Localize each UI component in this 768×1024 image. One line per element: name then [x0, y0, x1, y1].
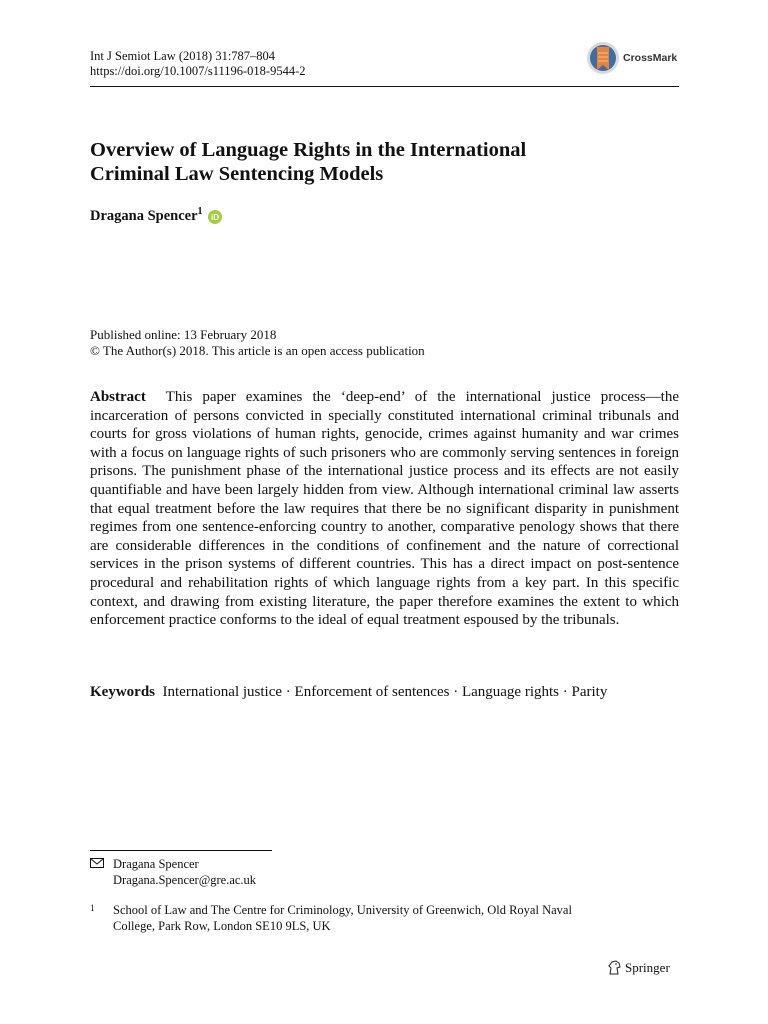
crossmark-badge[interactable]	[586, 41, 686, 77]
crossmark-label: CrossMark	[623, 52, 678, 64]
orcid-icon[interactable]	[208, 210, 222, 224]
doi-link[interactable]: https://doi.org/10.1007/s11196-018-9544-2	[90, 64, 306, 78]
copyright-notice: © The Author(s) 2018. This article is an open access publication	[90, 343, 425, 358]
abstract-label: Abstract	[90, 389, 146, 405]
author-affiliation-mark: 1	[197, 206, 203, 218]
abstract	[90, 388, 679, 630]
header-rule	[90, 86, 679, 87]
keywords	[90, 683, 679, 702]
springer-horse-icon	[607, 960, 622, 975]
publisher-logo	[607, 960, 670, 976]
journal-citation: Int J Semiot Law (2018) 31:787–804	[90, 49, 276, 63]
affiliation-line-2: College, Park Row, London SE10 9LS, UK	[113, 919, 331, 933]
publisher-name: Springer	[625, 960, 670, 975]
contact-name: Dragana Spencer	[113, 857, 199, 871]
title-line-1: Overview of Language Rights in the International	[90, 139, 527, 161]
contact-email[interactable]: Dragana.Spencer@gre.ac.uk	[113, 873, 257, 887]
affiliation-line-1: School of Law and The Centre for Criminology, University of Greenwich, Old Royal Naval	[113, 903, 572, 917]
svg-text:iD: iD	[211, 212, 220, 222]
title-line-2: Criminal Law Sentencing Models	[90, 163, 384, 185]
crossmark-icon	[586, 41, 620, 75]
keywords-label: Keywords	[90, 684, 155, 700]
envelope-icon	[90, 858, 104, 868]
footnote-rule	[90, 850, 272, 851]
keywords-text: International justice · Enforcement of sentences · Language rights · Parity	[162, 684, 608, 700]
author-line	[90, 208, 222, 225]
published-date: Published online: 13 February 2018	[90, 327, 277, 342]
paper-title	[90, 138, 680, 186]
author-name[interactable]: Dragana Spencer	[90, 208, 198, 224]
affiliation-mark: 1	[90, 903, 95, 913]
abstract-text: This paper examines the ‘deep-end’ of the international justice process—the incarceration of persons convicted in specially constituted international criminal tribunals and courts for gross violations of human rights, genocide, crimes against humanity and war crimes with a focus on language rights of such prisoners who are commonly serving sentences in foreign prisons. The punishment phase of the international justice process and its effects are not easily quantifiable and have been largely hidden from view. Although international criminal law asserts that equal treatment before the law requires that there be no significant disparity in punishment regimes from one sentence-enforcing country to another, comparative penology shows that there are considerable differences in the conditions of confinement and the nature of correctional services in the prison systems of different countries. This has a direct impact on post-sentence procedural and rehabilitation rights of which language rights from a key part. In this specific context, and drawing from existing literature, the paper therefore examines the extent to which enforcement practice conforms to the ideal of equal treatment espoused by the tribunals.	[90, 389, 680, 629]
